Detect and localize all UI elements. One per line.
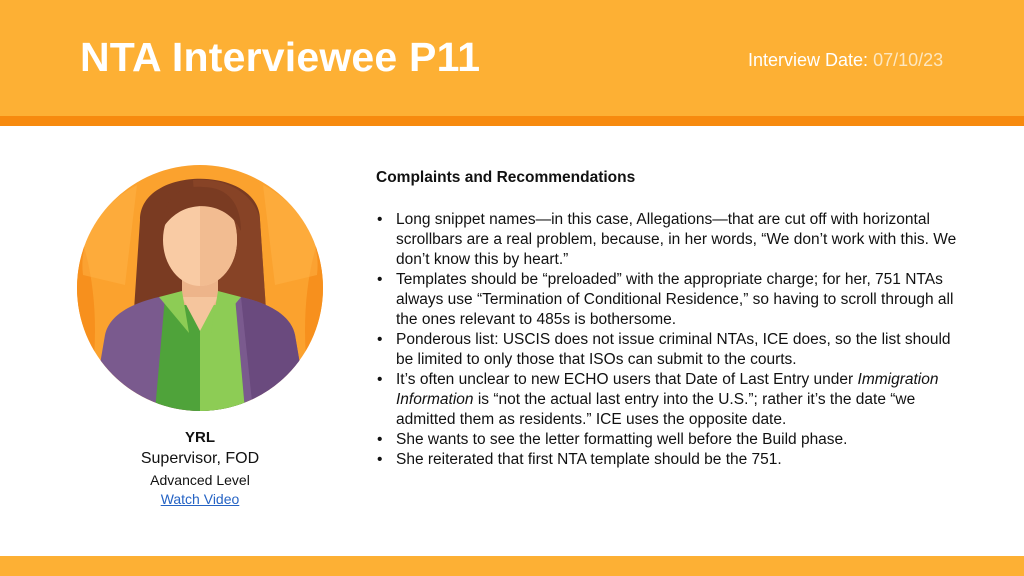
profile-card [80, 428, 320, 509]
profile-level: Advanced Level [150, 472, 250, 488]
complaints-section [376, 168, 968, 470]
list-item: • Templates should be “preloaded” with the appropriate charge; for her, 751 NTAs always use “Termination of Conditional Residence,” so having to scroll through all the ones relevant to 485s is bothersome. [376, 270, 968, 330]
interview-date-label: Interview Date: [748, 50, 874, 70]
interview-date-value: 07/10/23 [873, 50, 944, 70]
interview-date [748, 50, 943, 71]
page-title: NTA Interviewee P11 [80, 34, 481, 80]
list-item-text: It’s often unclear to new ECHO users that Date of Last Entry under [396, 371, 858, 388]
list-item [376, 370, 968, 430]
list-item-emphasis: Immigration Information [396, 371, 939, 408]
footer-bar [0, 556, 1024, 576]
list-item-text: is “not the actual last entry into the U.S.”; rather it’s the date “we admitted them as residents.” ICE uses the opposite date. [396, 391, 916, 428]
watch-video-link[interactable]: Watch Video [160, 491, 240, 507]
list-item: • Ponderous list: USCIS does not issue criminal NTAs, ICE does, so the list should be limited to only those that ISOs can submit to the courts. [376, 330, 968, 370]
list-item: • Long snippet names—in this case, Allegations—that are cut off with horizontal scrollbars are a real problem, because, in her words, “We don’t work with this. We don’t know this by heart.” [376, 210, 968, 270]
header-stripe [0, 116, 1024, 126]
complaints-list [376, 210, 968, 470]
profile-initials: YRL [185, 429, 215, 446]
list-item: • She reiterated that first NTA template should be the 751. [376, 450, 968, 470]
header-bar [0, 0, 1024, 116]
profile-role: Supervisor, FOD [140, 450, 260, 467]
woman-avatar-icon [77, 165, 323, 411]
section-heading: Complaints and Recommendations [376, 169, 636, 186]
list-item: • She wants to see the letter formatting well before the Build phase. [376, 430, 968, 450]
